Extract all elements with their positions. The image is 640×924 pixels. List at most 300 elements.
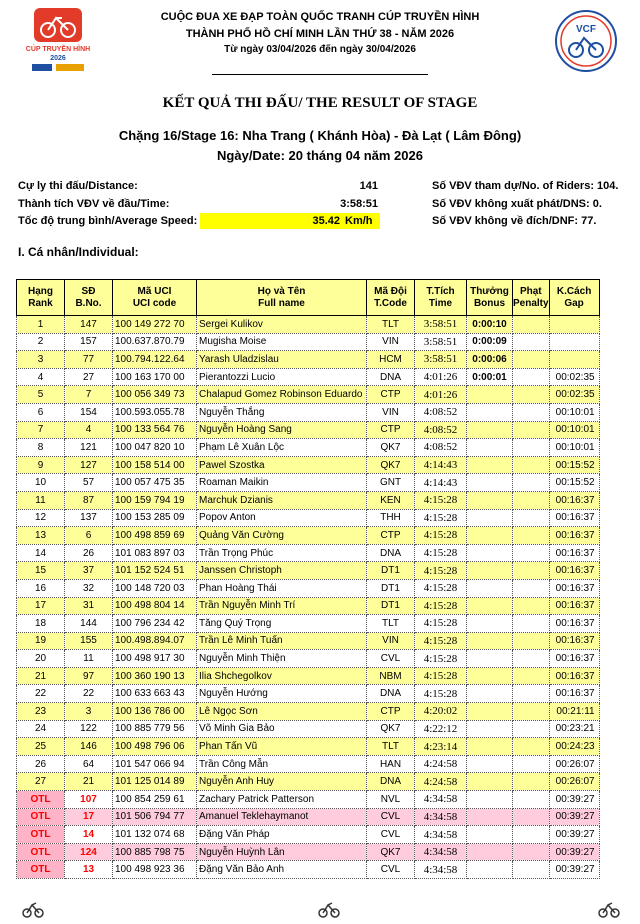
- cell-bonus: [467, 843, 513, 861]
- cell-uci: 100.637.870.79: [113, 333, 197, 351]
- cell-bno: 27: [65, 368, 113, 386]
- cell-name: Popov Anton: [197, 509, 367, 527]
- column-header-line1: Mã UCI: [137, 285, 172, 297]
- cell-bno: 4: [65, 421, 113, 439]
- cell-time: 4:15:28: [415, 650, 467, 668]
- cell-bno: 26: [65, 544, 113, 562]
- results-table: [16, 279, 600, 879]
- cell-team: KEN: [367, 491, 415, 509]
- cell-rank: OTL: [17, 843, 65, 861]
- cell-time: 4:01:26: [415, 386, 467, 404]
- cell-name: Nguyễn Thắng: [197, 403, 367, 421]
- cell-team: CTP: [367, 527, 415, 545]
- cell-penalty: [513, 579, 550, 597]
- cell-time: 4:34:58: [415, 791, 467, 809]
- cell-time: 4:34:58: [415, 826, 467, 844]
- column-header-line1: T.Tích: [426, 285, 455, 297]
- cell-team: HCM: [367, 351, 415, 369]
- cell-rank: 25: [17, 738, 65, 756]
- cell-bno: 97: [65, 667, 113, 685]
- cell-bno: 6: [65, 527, 113, 545]
- cell-uci: 100 148 720 03: [113, 579, 197, 597]
- cell-gap: 00:16:37: [549, 544, 599, 562]
- column-header: [367, 280, 415, 316]
- column-header-line1: SĐ: [81, 285, 96, 297]
- column-header-line1: Phạt: [519, 285, 542, 297]
- column-header-line1: Mã Đội: [374, 285, 407, 297]
- cell-team: DNA: [367, 685, 415, 703]
- organizer-line-2: THÀNH PHỐ HỒ CHÍ MINH LẦN THỨ 38 - NĂM 2026: [185, 28, 455, 40]
- cell-time: 4:01:26: [415, 368, 467, 386]
- cell-rank: 19: [17, 632, 65, 650]
- cell-bonus: [467, 527, 513, 545]
- cell-name: Nguyễn Hướng: [197, 685, 367, 703]
- cell-time: 4:34:58: [415, 843, 467, 861]
- cell-gap: 00:10:01: [549, 439, 599, 457]
- cell-time: 4:08:52: [415, 403, 467, 421]
- column-header-line1: Họ và Tên: [257, 285, 306, 297]
- cell-rank: OTL: [17, 826, 65, 844]
- cell-team: QK7: [367, 720, 415, 738]
- cell-bno: 154: [65, 403, 113, 421]
- logo-right-text: VCF: [576, 24, 596, 35]
- cell-bno: 144: [65, 615, 113, 633]
- column-header: [467, 280, 513, 316]
- cell-bonus: [467, 861, 513, 879]
- table-row: [17, 439, 600, 457]
- cell-name: Tăng Quý Trọng: [197, 615, 367, 633]
- cell-gap: 00:39:27: [549, 791, 599, 809]
- cell-bno: 121: [65, 439, 113, 457]
- cell-name: Nguyễn Hoàng Sang: [197, 421, 367, 439]
- column-header-line1: Hạng: [28, 285, 53, 297]
- cell-time: 4:15:28: [415, 579, 467, 597]
- cell-uci: 100 498 804 14: [113, 597, 197, 615]
- table-row: [17, 562, 600, 580]
- cell-name: Chalapud Gomez Robinson Eduardo: [197, 386, 367, 404]
- cell-gap: 00:39:27: [549, 843, 599, 861]
- cell-name: Nguyễn Minh Thiện: [197, 650, 367, 668]
- speed-unit: Km/h: [345, 215, 373, 227]
- table-row: [17, 351, 600, 369]
- cell-rank: 15: [17, 562, 65, 580]
- cell-name: Mugisha Moise: [197, 333, 367, 351]
- cell-penalty: [513, 421, 550, 439]
- cell-bno: 13: [65, 861, 113, 879]
- cell-time: 4:15:28: [415, 527, 467, 545]
- cell-uci: 100 360 190 13: [113, 667, 197, 685]
- column-header-line2: Bonus: [473, 297, 506, 309]
- cell-rank: 4: [17, 368, 65, 386]
- cell-rank: 13: [17, 527, 65, 545]
- cell-penalty: [513, 755, 550, 773]
- cell-gap: 00:39:27: [549, 826, 599, 844]
- cell-time: 4:15:28: [415, 685, 467, 703]
- cell-bonus: [467, 755, 513, 773]
- cell-rank: OTL: [17, 861, 65, 879]
- table-row: [17, 773, 600, 791]
- table-row: [17, 333, 600, 351]
- table-row: [17, 650, 600, 668]
- page-title: KẾT QUẢ THI ĐẤU/ THE RESULT OF STAGE: [162, 95, 478, 111]
- cell-gap: 00:26:07: [549, 773, 599, 791]
- cell-name: Trần Công Mẫn: [197, 755, 367, 773]
- cell-gap: 00:16:37: [549, 667, 599, 685]
- cell-bonus: [467, 439, 513, 457]
- cell-bno: 11: [65, 650, 113, 668]
- cell-team: HAN: [367, 755, 415, 773]
- cell-uci: 100 133 564 76: [113, 421, 197, 439]
- table-row: [17, 509, 600, 527]
- cell-bno: 37: [65, 562, 113, 580]
- cell-team: CTP: [367, 703, 415, 721]
- riders-count: Số VĐV tham dự/No. of Riders: 104.: [432, 180, 619, 192]
- cell-name: Võ Minh Gia Bảo: [197, 720, 367, 738]
- cell-time: 4:15:28: [415, 615, 467, 633]
- cell-bonus: 0:00:09: [467, 333, 513, 351]
- cell-rank: 7: [17, 421, 65, 439]
- cell-penalty: [513, 544, 550, 562]
- table-row: [17, 474, 600, 492]
- cell-rank: 6: [17, 403, 65, 421]
- cell-rank: 21: [17, 667, 65, 685]
- table-row: [17, 808, 600, 826]
- cell-team: GNT: [367, 474, 415, 492]
- vcf-logo: [552, 8, 620, 74]
- cell-bonus: 0:00:06: [467, 351, 513, 369]
- cell-bno: 32: [65, 579, 113, 597]
- cell-rank: 3: [17, 351, 65, 369]
- cell-penalty: [513, 562, 550, 580]
- cell-bonus: [467, 421, 513, 439]
- cell-uci: 101 506 794 77: [113, 808, 197, 826]
- cell-bonus: [467, 386, 513, 404]
- cell-rank: 14: [17, 544, 65, 562]
- time-label: Thành tích VĐV về đầu/Time:: [18, 198, 170, 210]
- cell-penalty: [513, 720, 550, 738]
- cell-name: Roaman Maikin: [197, 474, 367, 492]
- cell-team: QK7: [367, 456, 415, 474]
- table-row: [17, 316, 600, 334]
- cell-bno: 64: [65, 755, 113, 773]
- cell-uci: 100 633 663 43: [113, 685, 197, 703]
- cell-gap: 00:16:37: [549, 685, 599, 703]
- cell-bno: 157: [65, 333, 113, 351]
- cell-team: NBM: [367, 667, 415, 685]
- cell-name: Trần Nguyễn Minh Trí: [197, 597, 367, 615]
- column-header-line2: Time: [428, 297, 453, 309]
- speed-value: 35.42: [312, 215, 340, 227]
- distance-value: 141: [359, 180, 378, 192]
- cell-gap: 00:16:37: [549, 509, 599, 527]
- cell-bonus: [467, 632, 513, 650]
- cell-team: VIN: [367, 333, 415, 351]
- cell-bno: 7: [65, 386, 113, 404]
- cell-name: Phan Tấn Vũ: [197, 738, 367, 756]
- column-header: [17, 280, 65, 316]
- dnf-count: Số VĐV không về đích/DNF: 77.: [432, 215, 597, 227]
- cell-bno: 122: [65, 720, 113, 738]
- cell-uci: 100 498 923 36: [113, 861, 197, 879]
- column-header-line1: Thưởng: [470, 285, 509, 297]
- cell-bno: 77: [65, 351, 113, 369]
- cell-penalty: [513, 667, 550, 685]
- cell-rank: 27: [17, 773, 65, 791]
- cell-name: Đặng Văn Pháp: [197, 826, 367, 844]
- cell-rank: 8: [17, 439, 65, 457]
- cell-time: 4:15:28: [415, 491, 467, 509]
- cell-rank: 10: [17, 474, 65, 492]
- cell-team: DNA: [367, 773, 415, 791]
- cell-uci: 100 056 349 73: [113, 386, 197, 404]
- cell-uci: 101 132 074 68: [113, 826, 197, 844]
- cell-time: 4:15:28: [415, 509, 467, 527]
- cell-bonus: [467, 562, 513, 580]
- column-header-line1: K.Cách: [556, 285, 592, 297]
- cell-team: VIN: [367, 403, 415, 421]
- cell-rank: 11: [17, 491, 65, 509]
- cell-bno: 155: [65, 632, 113, 650]
- cell-gap: 00:10:01: [549, 403, 599, 421]
- cell-time: 4:15:28: [415, 632, 467, 650]
- cell-rank: 24: [17, 720, 65, 738]
- cell-gap: [549, 316, 599, 334]
- cell-bonus: [467, 703, 513, 721]
- section-title: I. Cá nhân/Individual:: [18, 245, 139, 259]
- cell-bno: 17: [65, 808, 113, 826]
- column-header-line2: Gap: [564, 297, 584, 309]
- cell-penalty: [513, 703, 550, 721]
- cell-gap: 00:16:37: [549, 491, 599, 509]
- cell-penalty: [513, 368, 550, 386]
- cell-bno: 107: [65, 791, 113, 809]
- cell-bonus: [467, 491, 513, 509]
- table-row: [17, 791, 600, 809]
- distance-label: Cự ly thi đấu/Distance:: [18, 180, 138, 192]
- cell-team: NVL: [367, 791, 415, 809]
- cell-uci: 101 547 066 94: [113, 755, 197, 773]
- cell-team: CTP: [367, 386, 415, 404]
- cell-team: TLT: [367, 316, 415, 334]
- table-row: [17, 491, 600, 509]
- cell-gap: 00:02:35: [549, 368, 599, 386]
- time-value: 3:58:51: [340, 198, 378, 210]
- cell-name: Phạm Lê Xuân Lộc: [197, 439, 367, 457]
- column-header-line2: B.No.: [75, 297, 102, 309]
- cell-penalty: [513, 685, 550, 703]
- cell-team: CTP: [367, 421, 415, 439]
- cell-rank: 18: [17, 615, 65, 633]
- cell-uci: 100 885 798 75: [113, 843, 197, 861]
- header-divider: [212, 74, 428, 75]
- cell-uci: 100 149 272 70: [113, 316, 197, 334]
- cell-penalty: [513, 403, 550, 421]
- table-row: [17, 632, 600, 650]
- logo-left-year: 2026: [50, 55, 66, 62]
- cell-time: 4:24:58: [415, 755, 467, 773]
- cell-team: DNA: [367, 368, 415, 386]
- table-row: [17, 368, 600, 386]
- cell-penalty: [513, 316, 550, 334]
- cell-gap: 00:10:01: [549, 421, 599, 439]
- cell-rank: 1: [17, 316, 65, 334]
- cell-uci: 101 152 524 51: [113, 562, 197, 580]
- cell-penalty: [513, 650, 550, 668]
- table-row: [17, 667, 600, 685]
- cell-bonus: [467, 738, 513, 756]
- cell-bno: 147: [65, 316, 113, 334]
- cell-penalty: [513, 791, 550, 809]
- cell-bno: 3: [65, 703, 113, 721]
- cell-bno: 14: [65, 826, 113, 844]
- cell-bonus: [467, 720, 513, 738]
- cell-gap: 00:23:21: [549, 720, 599, 738]
- table-row: [17, 685, 600, 703]
- cell-time: 4:15:28: [415, 667, 467, 685]
- organizer-dates: Từ ngày 03/04/2026 đến ngày 30/04/2026: [224, 44, 416, 55]
- cell-team: TLT: [367, 738, 415, 756]
- cell-time: 4:14:43: [415, 456, 467, 474]
- cell-bonus: [467, 474, 513, 492]
- cell-uci: 100 153 285 09: [113, 509, 197, 527]
- cell-bno: 31: [65, 597, 113, 615]
- cell-penalty: [513, 738, 550, 756]
- table-row: [17, 597, 600, 615]
- cell-rank: 5: [17, 386, 65, 404]
- cell-rank: 20: [17, 650, 65, 668]
- cell-uci: 100.593.055.78: [113, 403, 197, 421]
- logo-left-text: CÚP TRUYỀN HÌNH: [25, 46, 91, 53]
- cell-time: 4:20:02: [415, 703, 467, 721]
- cell-penalty: [513, 386, 550, 404]
- table-row: [17, 456, 600, 474]
- cell-time: 4:22:12: [415, 720, 467, 738]
- cell-team: THH: [367, 509, 415, 527]
- column-header-line2: Rank: [28, 297, 53, 309]
- cell-name: Đặng Văn Bảo Anh: [197, 861, 367, 879]
- cell-penalty: [513, 826, 550, 844]
- cell-bno: 146: [65, 738, 113, 756]
- cell-team: DNA: [367, 544, 415, 562]
- cell-penalty: [513, 491, 550, 509]
- cell-penalty: [513, 615, 550, 633]
- cell-gap: 00:02:35: [549, 386, 599, 404]
- cell-name: Trần Lê Minh Tuấn: [197, 632, 367, 650]
- cell-bonus: 0:00:01: [467, 368, 513, 386]
- cyclist-icon: [22, 900, 44, 918]
- cell-bno: 22: [65, 685, 113, 703]
- cell-uci: 100 158 514 00: [113, 456, 197, 474]
- cell-time: 3:58:51: [415, 316, 467, 334]
- cell-time: 4:24:58: [415, 773, 467, 791]
- cell-uci: 100 854 259 61: [113, 791, 197, 809]
- table-row: [17, 738, 600, 756]
- cell-rank: 12: [17, 509, 65, 527]
- cell-bno: 21: [65, 773, 113, 791]
- column-header: [197, 280, 367, 316]
- cell-bonus: [467, 615, 513, 633]
- cell-bno: 87: [65, 491, 113, 509]
- cell-bonus: [467, 685, 513, 703]
- cell-team: DT1: [367, 562, 415, 580]
- cell-time: 4:34:58: [415, 861, 467, 879]
- cell-team: QK7: [367, 439, 415, 457]
- cell-uci: 101 083 897 03: [113, 544, 197, 562]
- table-header-row: [17, 280, 600, 316]
- table-row: [17, 720, 600, 738]
- cell-penalty: [513, 474, 550, 492]
- cell-uci: 100 498 917 30: [113, 650, 197, 668]
- cell-team: CVL: [367, 808, 415, 826]
- cell-time: 4:08:52: [415, 439, 467, 457]
- cell-bonus: [467, 650, 513, 668]
- cell-rank: 17: [17, 597, 65, 615]
- cell-bonus: [467, 403, 513, 421]
- cell-gap: 00:16:37: [549, 615, 599, 633]
- organizer-line-1: CUỘC ĐUA XE ĐẠP TOÀN QUỐC TRANH CÚP TRUYỀN HÌNH: [160, 11, 480, 23]
- cell-uci: 100 498 859 69: [113, 527, 197, 545]
- cell-name: Yarash Uladzislau: [197, 351, 367, 369]
- cell-time: 4:15:28: [415, 544, 467, 562]
- table-row: [17, 826, 600, 844]
- cell-bonus: [467, 773, 513, 791]
- table-row: [17, 527, 600, 545]
- cell-uci: 100 047 820 10: [113, 439, 197, 457]
- cell-time: 4:14:43: [415, 474, 467, 492]
- cell-uci: 100 796 234 42: [113, 615, 197, 633]
- cell-team: CVL: [367, 826, 415, 844]
- cell-gap: 00:39:27: [549, 808, 599, 826]
- cell-rank: 23: [17, 703, 65, 721]
- table-row: [17, 579, 600, 597]
- cell-rank: 22: [17, 685, 65, 703]
- cell-penalty: [513, 333, 550, 351]
- cell-uci: 100 163 170 00: [113, 368, 197, 386]
- cell-gap: [549, 351, 599, 369]
- cell-uci: 100 885 779 56: [113, 720, 197, 738]
- table-row: [17, 421, 600, 439]
- cell-uci: 100.498.894.07: [113, 632, 197, 650]
- cell-name: Pawel Szostka: [197, 456, 367, 474]
- cell-gap: 00:16:37: [549, 650, 599, 668]
- column-header-line2: Penalty: [513, 297, 549, 309]
- cell-time: 4:15:28: [415, 562, 467, 580]
- cell-uci: 101 125 014 89: [113, 773, 197, 791]
- table-row: [17, 843, 600, 861]
- cell-bno: 127: [65, 456, 113, 474]
- cell-name: Quảng Văn Cường: [197, 527, 367, 545]
- cell-rank: OTL: [17, 791, 65, 809]
- table-row: [17, 703, 600, 721]
- table-row: [17, 615, 600, 633]
- cell-team: DT1: [367, 597, 415, 615]
- cell-team: TLT: [367, 615, 415, 633]
- cell-penalty: [513, 808, 550, 826]
- cell-uci: 100.794.122.64: [113, 351, 197, 369]
- cell-penalty: [513, 527, 550, 545]
- cell-penalty: [513, 439, 550, 457]
- cell-penalty: [513, 597, 550, 615]
- cell-bonus: 0:00:10: [467, 316, 513, 334]
- cell-gap: 00:24:23: [549, 738, 599, 756]
- cell-gap: 00:21:11: [549, 703, 599, 721]
- cell-penalty: [513, 843, 550, 861]
- cyclist-icon: [318, 900, 340, 918]
- column-header: [415, 280, 467, 316]
- table-row: [17, 544, 600, 562]
- cell-rank: 16: [17, 579, 65, 597]
- cell-gap: 00:15:52: [549, 474, 599, 492]
